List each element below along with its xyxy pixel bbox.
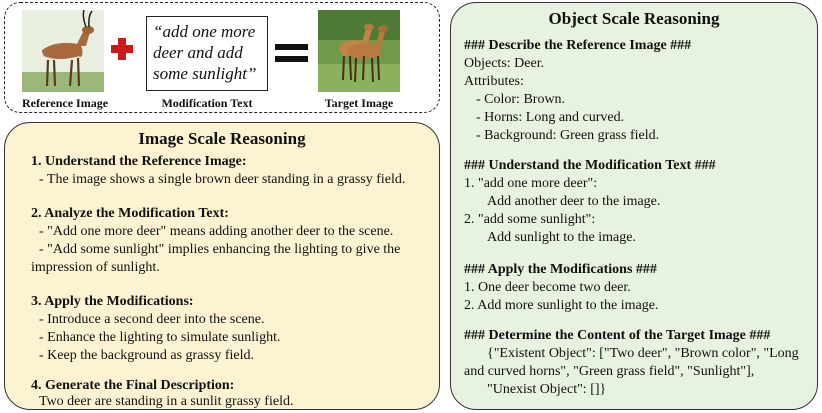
modification-text-caption: Modification Text <box>161 96 253 110</box>
section-line: and curved horns", "Green grass field", "Sunlight"], <box>464 364 755 379</box>
section-heading: ### Determine the Content of the Target Image ### <box>464 328 771 343</box>
step-heading: 4. Generate the Final Description: <box>31 378 235 393</box>
step-heading: 1. Understand the Reference Image: <box>31 154 247 169</box>
equals-icon <box>275 42 308 64</box>
section-line: Add another deer to the image. <box>487 194 661 209</box>
section-line: 1. "add one more deer": <box>464 176 598 191</box>
step-heading: 3. Apply the Modifications: <box>31 294 194 309</box>
section-line: 2. Add more sunlight to the image. <box>464 298 659 313</box>
step-line: - "Add one more deer" means adding another deer to the scene. <box>39 224 394 239</box>
step-line: - Enhance the lighting to simulate sunlight. <box>39 330 281 345</box>
section-heading: ### Understand the Modification Text ### <box>464 158 716 173</box>
section-line: - Background: Green grass field. <box>476 128 660 143</box>
reference-image <box>22 10 104 92</box>
modification-text-line: deer and add <box>153 43 243 62</box>
section-line: Objects: Deer. <box>464 56 545 71</box>
step-line: - The image shows a single brown deer standing in a grassy field. <box>39 172 406 187</box>
modification-text-line: some sunlight” <box>153 64 257 83</box>
step-line: Two deer are standing in a sunlit grassy field. <box>39 394 294 409</box>
section-line: {"Existent Object": ["Two deer", "Brown color", "Long <box>487 346 799 361</box>
section-line: 2. "add some sunlight": <box>464 212 596 227</box>
section-line: Attributes: <box>464 74 524 89</box>
plus-icon <box>111 38 133 60</box>
modification-text-line: “add one more <box>153 22 256 41</box>
step-line: - Keep the background as grassy field. <box>39 348 254 363</box>
target-image-caption: Target Image <box>324 96 394 110</box>
reference-image-caption: Reference Image <box>21 96 109 110</box>
section-line: Add sunlight to the image. <box>487 230 636 245</box>
section-line: "Unexist Object": []} <box>487 382 607 397</box>
panel-title: Object Scale Reasoning <box>548 9 720 28</box>
object-scale-panel <box>450 2 818 410</box>
section-line: 1. One deer become two deer. <box>464 280 631 295</box>
section-heading: ### Apply the Modifications ### <box>464 262 657 277</box>
modification-text-box <box>146 16 268 91</box>
step-line: - "Add some sunlight" implies enhancing the lighting to give the <box>39 242 401 257</box>
step-line: impression of sunlight. <box>31 260 160 275</box>
panel-title: Image Scale Reasoning <box>138 129 306 148</box>
section-line: - Color: Brown. <box>476 92 566 107</box>
section-line: - Horns: Long and curved. <box>476 110 625 125</box>
step-heading: 2. Analyze the Modification Text: <box>31 206 229 221</box>
image-scale-panel <box>4 122 440 410</box>
section-heading: ### Describe the Reference Image ### <box>464 38 692 53</box>
step-line: - Introduce a second deer into the scene. <box>39 312 265 327</box>
target-image <box>318 10 400 92</box>
